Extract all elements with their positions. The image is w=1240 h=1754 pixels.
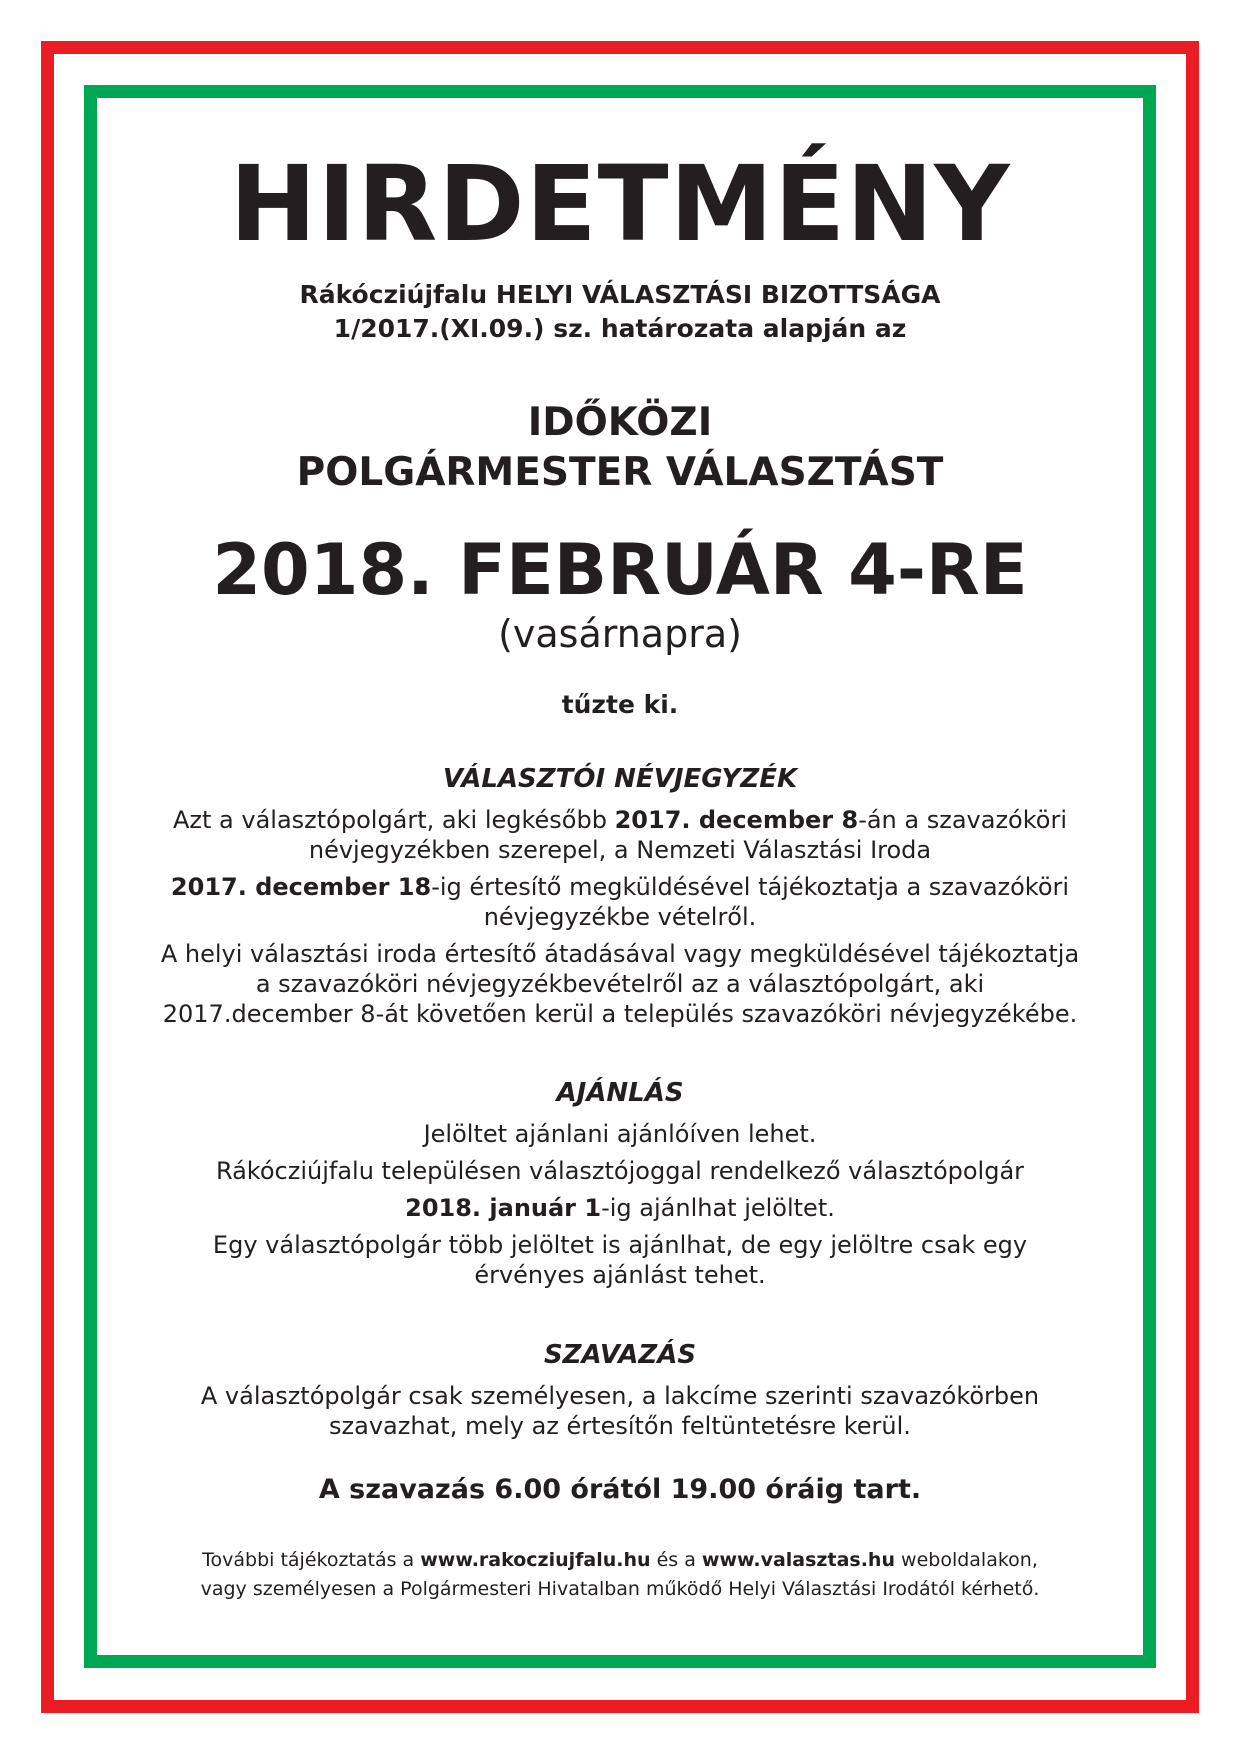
recommendation-p3-text: -ig ajánlhat jelöltet. [601, 1194, 835, 1222]
poster-content [97, 98, 1143, 1655]
recommendation-paragraph-3 [97, 1193, 1143, 1223]
voter-list-p3-line-1: A helyi választási iroda értesítő átadásával vagy megküldésével tájékoztatja [160, 940, 1080, 968]
voter-list-p2-text-a: -ig értesítő megküldésével tájékoztatja a szavazóköri [431, 873, 1070, 901]
voting-p1-line-1: A választópolgár csak személyesen, a lakcíme szerinti szavazókörben [200, 1382, 1040, 1410]
issuer-subtitle [97, 278, 1143, 346]
called-text: tűzte ki. [561, 690, 679, 719]
recommendation-paragraph-4 [97, 1230, 1143, 1290]
subtitle-line-1: Rákócziújfalu HELYI VÁLASZTÁSI BIZOTTSÁGA [299, 280, 941, 309]
recommendation-p4-line-2: érvényes ajánlást tehet. [474, 1261, 766, 1289]
voter-list-body [97, 805, 1143, 1029]
voter-list-heading: VÁLASZTÓI NÉVJEGYZÉK [442, 764, 798, 794]
voting-p1-line-2: szavazhat, mely az értesítőn feltüntetésre kerül. [329, 1412, 911, 1440]
voter-list-p1-text-b: -án a szavazóköri [858, 806, 1067, 834]
announce-line-1: IDŐKÖZI [527, 400, 713, 445]
voter-list-p2-text-b: névjegyzékbe vételről. [483, 903, 757, 931]
voter-list-p1-date: 2017. december 8 [614, 806, 859, 834]
recommendation-p3-date: 2018. január 1 [405, 1194, 602, 1222]
recommendation-heading: AJÁNLÁS [556, 1078, 684, 1108]
recommendation-paragraph-2: Rákócziújfalu településen választójoggal rendelkező választópolgár [215, 1157, 1025, 1185]
election-date: 2018. FEBRUÁR 4-RE [212, 529, 1028, 611]
voter-list-p2-date: 2017. december 18 [170, 873, 432, 901]
voter-list-p3-line-2: a szavazóköri névjegyzékbevételről az a választópolgárt, aki [255, 970, 985, 998]
footer-info [97, 1546, 1143, 1604]
voter-list-paragraph-3 [97, 939, 1143, 1029]
voter-list-p3-line-3: 2017.december 8-át követően kerül a település szavazóköri névjegyzékébe. [162, 1000, 1078, 1028]
voting-paragraph-1 [97, 1381, 1143, 1441]
election-announcement [97, 398, 1143, 498]
subtitle-line-2: 1/2017.(XI.09.) sz. határozata alapján az [333, 314, 907, 343]
voting-body [97, 1381, 1143, 1441]
recommendation-body [97, 1119, 1143, 1290]
footer-text-a: További tájékoztatás a [202, 1549, 421, 1571]
voter-list-p1-text-c: névjegyzékben szerepel, a Nemzeti Választási Iroda [308, 836, 932, 864]
footer-link-valasztas[interactable]: www.valasztas.hu [701, 1549, 895, 1571]
voting-hours: A szavazás 6.00 órától 19.00 óráig tart. [318, 1474, 922, 1505]
announce-line-2: POLGÁRMESTER VÁLASZTÁST [296, 450, 944, 495]
election-weekday: (vasárnapra) [498, 612, 742, 656]
voter-list-paragraph-2 [97, 872, 1143, 932]
footer-text-c: weboldalakon, [894, 1549, 1038, 1571]
voting-heading: SZAVAZÁS [543, 1340, 697, 1370]
footer-link-rakocziujfalu[interactable]: www.rakocziujfalu.hu [420, 1549, 651, 1571]
footer-text-b: és a [650, 1549, 702, 1571]
poster-title: HIRDETMÉNY [229, 143, 1011, 265]
recommendation-paragraph-1: Jelöltet ajánlani ajánlóíven lehet. [423, 1120, 817, 1148]
footer-line-1 [97, 1546, 1143, 1575]
voter-list-p1-text-a: Azt a választópolgárt, aki legkésőbb [172, 806, 615, 834]
footer-line-2: vagy személyesen a Polgármesteri Hivatalban működő Helyi Választási Irodától kérhető. [200, 1578, 1040, 1600]
voter-list-paragraph-1 [97, 805, 1143, 865]
recommendation-p4-line-1: Egy választópolgár több jelöltet is ajánlhat, de egy jelöltre csak egy [212, 1231, 1028, 1259]
